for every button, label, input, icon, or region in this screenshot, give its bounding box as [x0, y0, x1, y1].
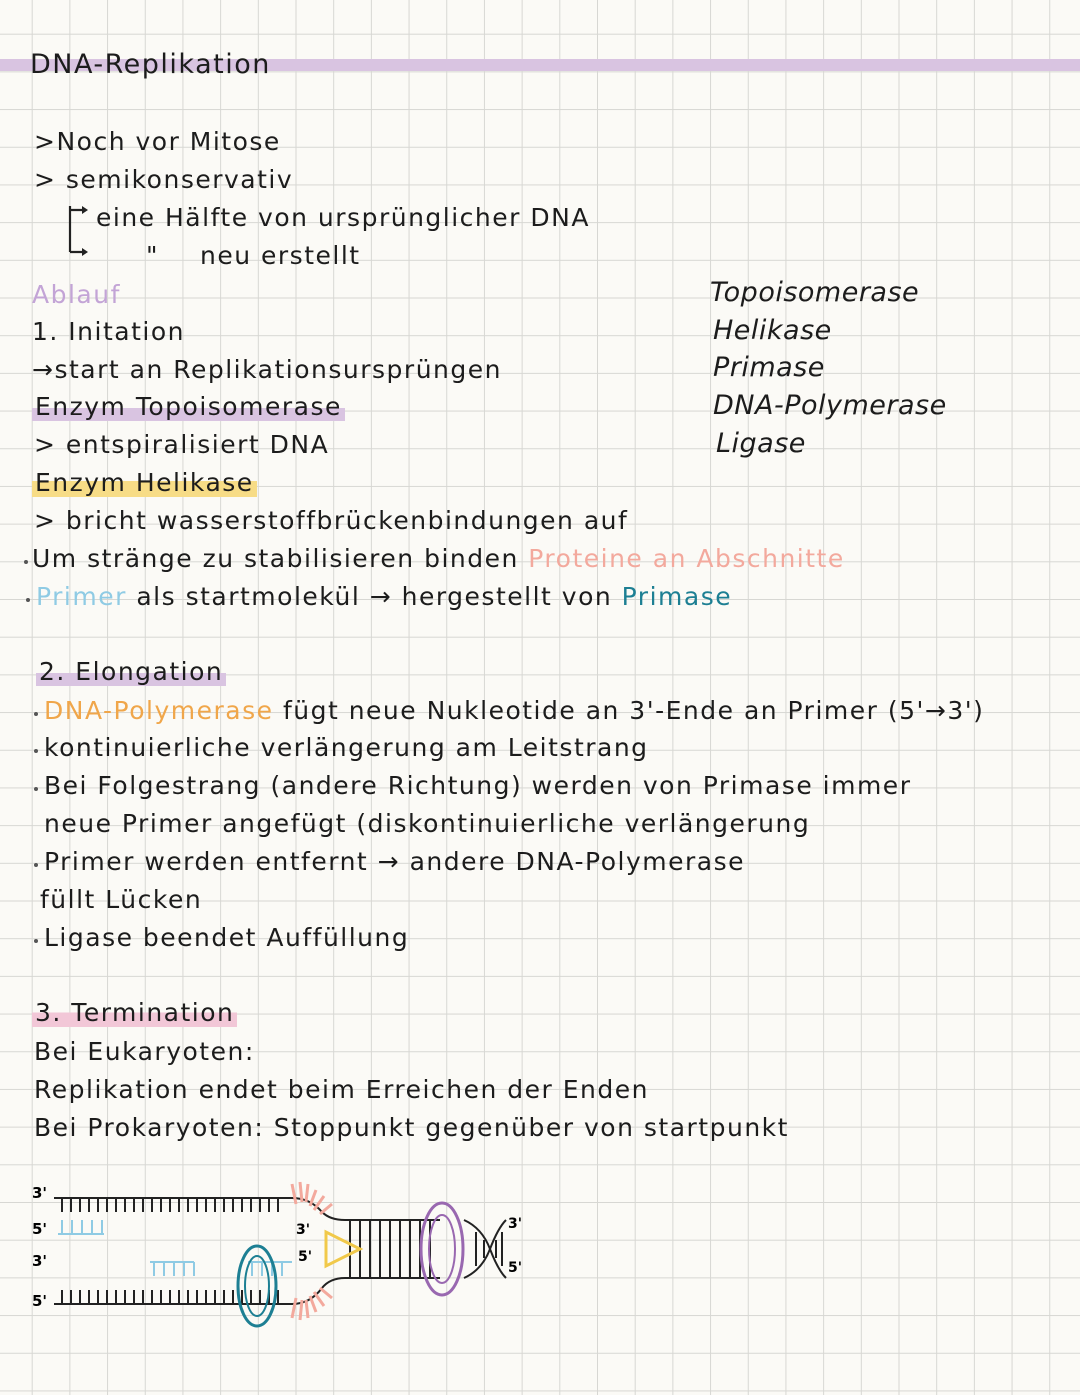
branch-arrows-icon: [58, 202, 94, 260]
helicase-ring-inner-icon: [429, 1215, 455, 1283]
label-bottom-left-5prime: 5': [32, 1292, 48, 1310]
topoisomerase-twist: [464, 1220, 506, 1278]
bullet-dot: [24, 560, 28, 564]
label-right-3prime: 3': [508, 1216, 523, 1232]
enzyme-list-item: Helikase: [713, 315, 832, 346]
enzyme-list-item: Ligase: [716, 428, 806, 459]
elongation-line-1: [44, 695, 984, 727]
primase-triangle-icon: [326, 1232, 360, 1266]
elongation-line-5: Primer werden entfernt → andere DNA-Polymerase: [44, 847, 746, 876]
helikase-label-text: Enzym Helikase: [32, 468, 257, 497]
label-mid-5prime: 5': [298, 1249, 313, 1265]
label-left-5prime: 5': [32, 1220, 48, 1238]
helikase-desc: > bricht wasserstoffbrückenbindungen auf: [34, 506, 629, 535]
termination-line-3: Bei Prokaryoten: Stoppunkt gegenüber von startpunkt: [34, 1113, 789, 1142]
stabilize-line: [32, 543, 845, 575]
termination-line-1: Bei Eukaryoten:: [34, 1037, 255, 1066]
topoisomerase-desc: > entspiralisiert DNA: [34, 430, 330, 459]
proteine-text: Proteine an Abschnitte: [528, 544, 845, 573]
elongation-heading-text: 2. Elongation: [36, 657, 226, 686]
elongation-line-2: kontinuierliche verlängerung am Leitstrang: [44, 733, 649, 762]
page-title: DNA-Replikation: [30, 49, 271, 80]
ablauf-heading: Ablauf: [32, 280, 121, 309]
stabilize-text: Um stränge zu stabilisieren binden: [32, 544, 519, 573]
new-primer-strand-top: [58, 1220, 104, 1234]
helikase-label: [32, 467, 257, 499]
primer-word: Primer: [36, 582, 127, 611]
bullet-dot: [34, 787, 38, 791]
primer-desc: als startmolekül → hergestellt von: [136, 582, 613, 611]
elongation-line-6: füllt Lücken: [40, 885, 203, 914]
dna-polymerase-word: DNA-Polymerase: [44, 696, 274, 725]
label-mid-3prime: 3': [296, 1222, 311, 1238]
intro-sub-half-new: neu erstellt: [200, 241, 361, 270]
label-right-5prime: 5': [508, 1260, 523, 1276]
intro-sub-ditto: ": [146, 241, 159, 270]
topoisomerase-label: [32, 391, 345, 423]
replication-fork-diagram: [0, 1160, 600, 1340]
intro-bullet-mitose: >Noch vor Mitose: [34, 127, 281, 156]
termination-heading-text: 3. Termination: [32, 998, 237, 1027]
bullet-dot: [34, 712, 38, 716]
intro-sub-half-original: eine Hälfte von ursprünglicher DNA: [96, 203, 590, 232]
primase-word: Primase: [621, 582, 733, 611]
initiation-start: →start an Replikationsursprüngen: [32, 355, 502, 384]
termination-heading: [32, 997, 237, 1029]
elongation-line-3: Bei Folgestrang (andere Richtung) werden von Primase immer: [44, 771, 912, 800]
label-left-3prime: 3': [32, 1252, 48, 1270]
initiation-heading: 1. Initation: [32, 317, 185, 346]
bullet-dot: [34, 863, 38, 867]
label-top-left-3prime: 3': [32, 1184, 48, 1202]
top-strand: [54, 1198, 440, 1220]
helicase-ring-icon: [421, 1203, 463, 1295]
elongation-line-4: neue Primer angefügt (diskontinuierliche verlängerung: [44, 809, 811, 838]
primer-line: [36, 581, 732, 613]
polymerase-ring-icon: [238, 1246, 276, 1326]
bullet-dot: [34, 749, 38, 753]
bullet-dot: [26, 598, 30, 602]
enzyme-list-item: Topoisomerase: [710, 277, 920, 308]
elongation-line-1-text: fügt neue Nukleotide an 3'-Ende an Primer (5'→3'): [282, 696, 985, 725]
topoisomerase-label-text: Enzym Topoisomerase: [32, 392, 345, 421]
bullet-dot: [34, 939, 38, 943]
elongation-line-7: Ligase beendet Auffüllung: [44, 923, 410, 952]
termination-line-2: Replikation endet beim Erreichen der Enden: [34, 1075, 649, 1104]
elongation-heading: [36, 656, 226, 688]
enzyme-list-item: Primase: [713, 352, 825, 383]
top-strand-bases: [62, 1198, 278, 1212]
new-primer-strand-mid: [150, 1262, 292, 1276]
polymerase-ring-inner-icon: [245, 1256, 269, 1316]
intro-bullet-semikonservativ: > semikonservativ: [34, 165, 294, 194]
enzyme-list-item: DNA-Polymerase: [713, 390, 947, 421]
